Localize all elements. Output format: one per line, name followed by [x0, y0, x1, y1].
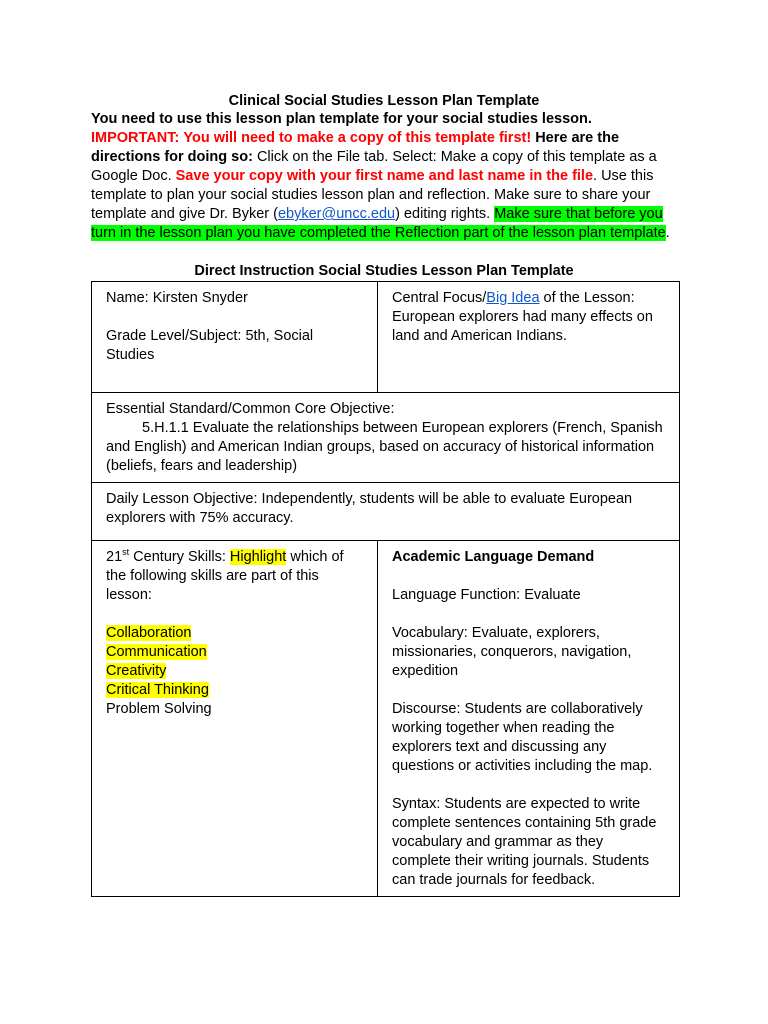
big-idea-link[interactable]: Big Idea: [486, 290, 540, 306]
editing-rights-text: ) editing rights.: [395, 206, 491, 222]
skill-item: Critical Thinking: [106, 682, 209, 698]
skill-item: Creativity: [106, 663, 167, 679]
academic-language-cell: [378, 541, 680, 897]
email-link[interactable]: ebyker@uncc.edu: [277, 206, 396, 222]
teacher-name: Name: Kirsten Snyder: [106, 290, 248, 306]
syntax: Syntax: Students are expected to write complete sentences containing 5th grade vocabulary and grammar as they complete their writing journals. Students can trade journals for feedback.: [392, 796, 657, 888]
central-focus-cell: [378, 282, 680, 393]
essential-standard-text: 5.H.1.1 Evaluate the relationships between European explorers (French, Spanish: [142, 420, 663, 436]
table-row: [92, 541, 680, 897]
table-row: [92, 483, 680, 541]
table-title: Direct Instruction Social Studies Lesson Plan Template: [194, 263, 574, 279]
grade-subject: Grade Level/Subject: 5th, Social Studies: [106, 328, 314, 363]
intro-instruction: You need to use this lesson plan template for your social studies lesson.: [91, 111, 592, 127]
skill-item: Problem Solving: [106, 701, 212, 717]
teacher-info-cell: [92, 282, 378, 393]
daily-objective-text: Daily Lesson Objective: Independently, students will be able to evaluate European explorers with 75% accuracy.: [106, 491, 633, 526]
directions-lead: Here are the directions for doing so:: [91, 130, 620, 165]
lesson-plan-table: [91, 281, 680, 897]
daily-objective-cell: [92, 483, 680, 541]
reflection-note: Make sure that before you turn in the lesson plan you have completed the Reflection part of the lesson plan template: [91, 206, 666, 241]
central-focus-suffix: of the Lesson:: [539, 290, 635, 306]
discourse: Discourse: Students are collaboratively working together when reading the explorers text and discussing any questions or activities including the map.: [392, 701, 653, 774]
save-copy-warning: Save your copy with your first name and last name in the file: [175, 168, 594, 184]
highlight-word: Highlight: [229, 549, 287, 565]
century-skills-intro: 21st Century Skills: Highlight which of the following skills are part of this lesson:: [106, 547, 344, 603]
intro-paragraph: [91, 110, 681, 243]
language-function: Language Function: Evaluate: [392, 587, 581, 603]
central-focus-label: Central Focus/: [392, 290, 487, 306]
table-row: [92, 282, 680, 393]
document-title: Clinical Social Studies Lesson Plan Template: [228, 93, 540, 109]
file-tab-instruction: Click on the File tab. Select: Make a copy of this template as a Google Doc.: [91, 149, 657, 184]
copy-warning: You will need to make a copy of this template first!: [183, 130, 532, 146]
century-skills-cell: [92, 541, 378, 897]
share-instruction: . Use this template to plan your social studies lesson plan and reflection. Make sure to share your template and give Dr. Byker (: [91, 168, 654, 222]
reflection-note-period: .: [665, 225, 670, 241]
essential-standard-cell: [92, 393, 680, 483]
central-focus-text: European explorers had many effects on land and American Indians.: [392, 309, 653, 344]
table-row: [92, 393, 680, 483]
essential-standard-text-cont: and English) and American Indian groups, based on accuracy of historical information (beliefs, fears and leadership): [106, 439, 655, 474]
vocabulary: Vocabulary: Evaluate, explorers, missionaries, conquerors, navigation, expedition: [392, 625, 632, 679]
academic-language-title: Academic Language Demand: [392, 549, 595, 565]
important-label: IMPORTANT:: [91, 130, 180, 146]
skill-item: Communication: [106, 644, 207, 660]
essential-standard-label: Essential Standard/Common Core Objective:: [106, 401, 395, 417]
skill-item: Collaboration: [106, 625, 192, 641]
